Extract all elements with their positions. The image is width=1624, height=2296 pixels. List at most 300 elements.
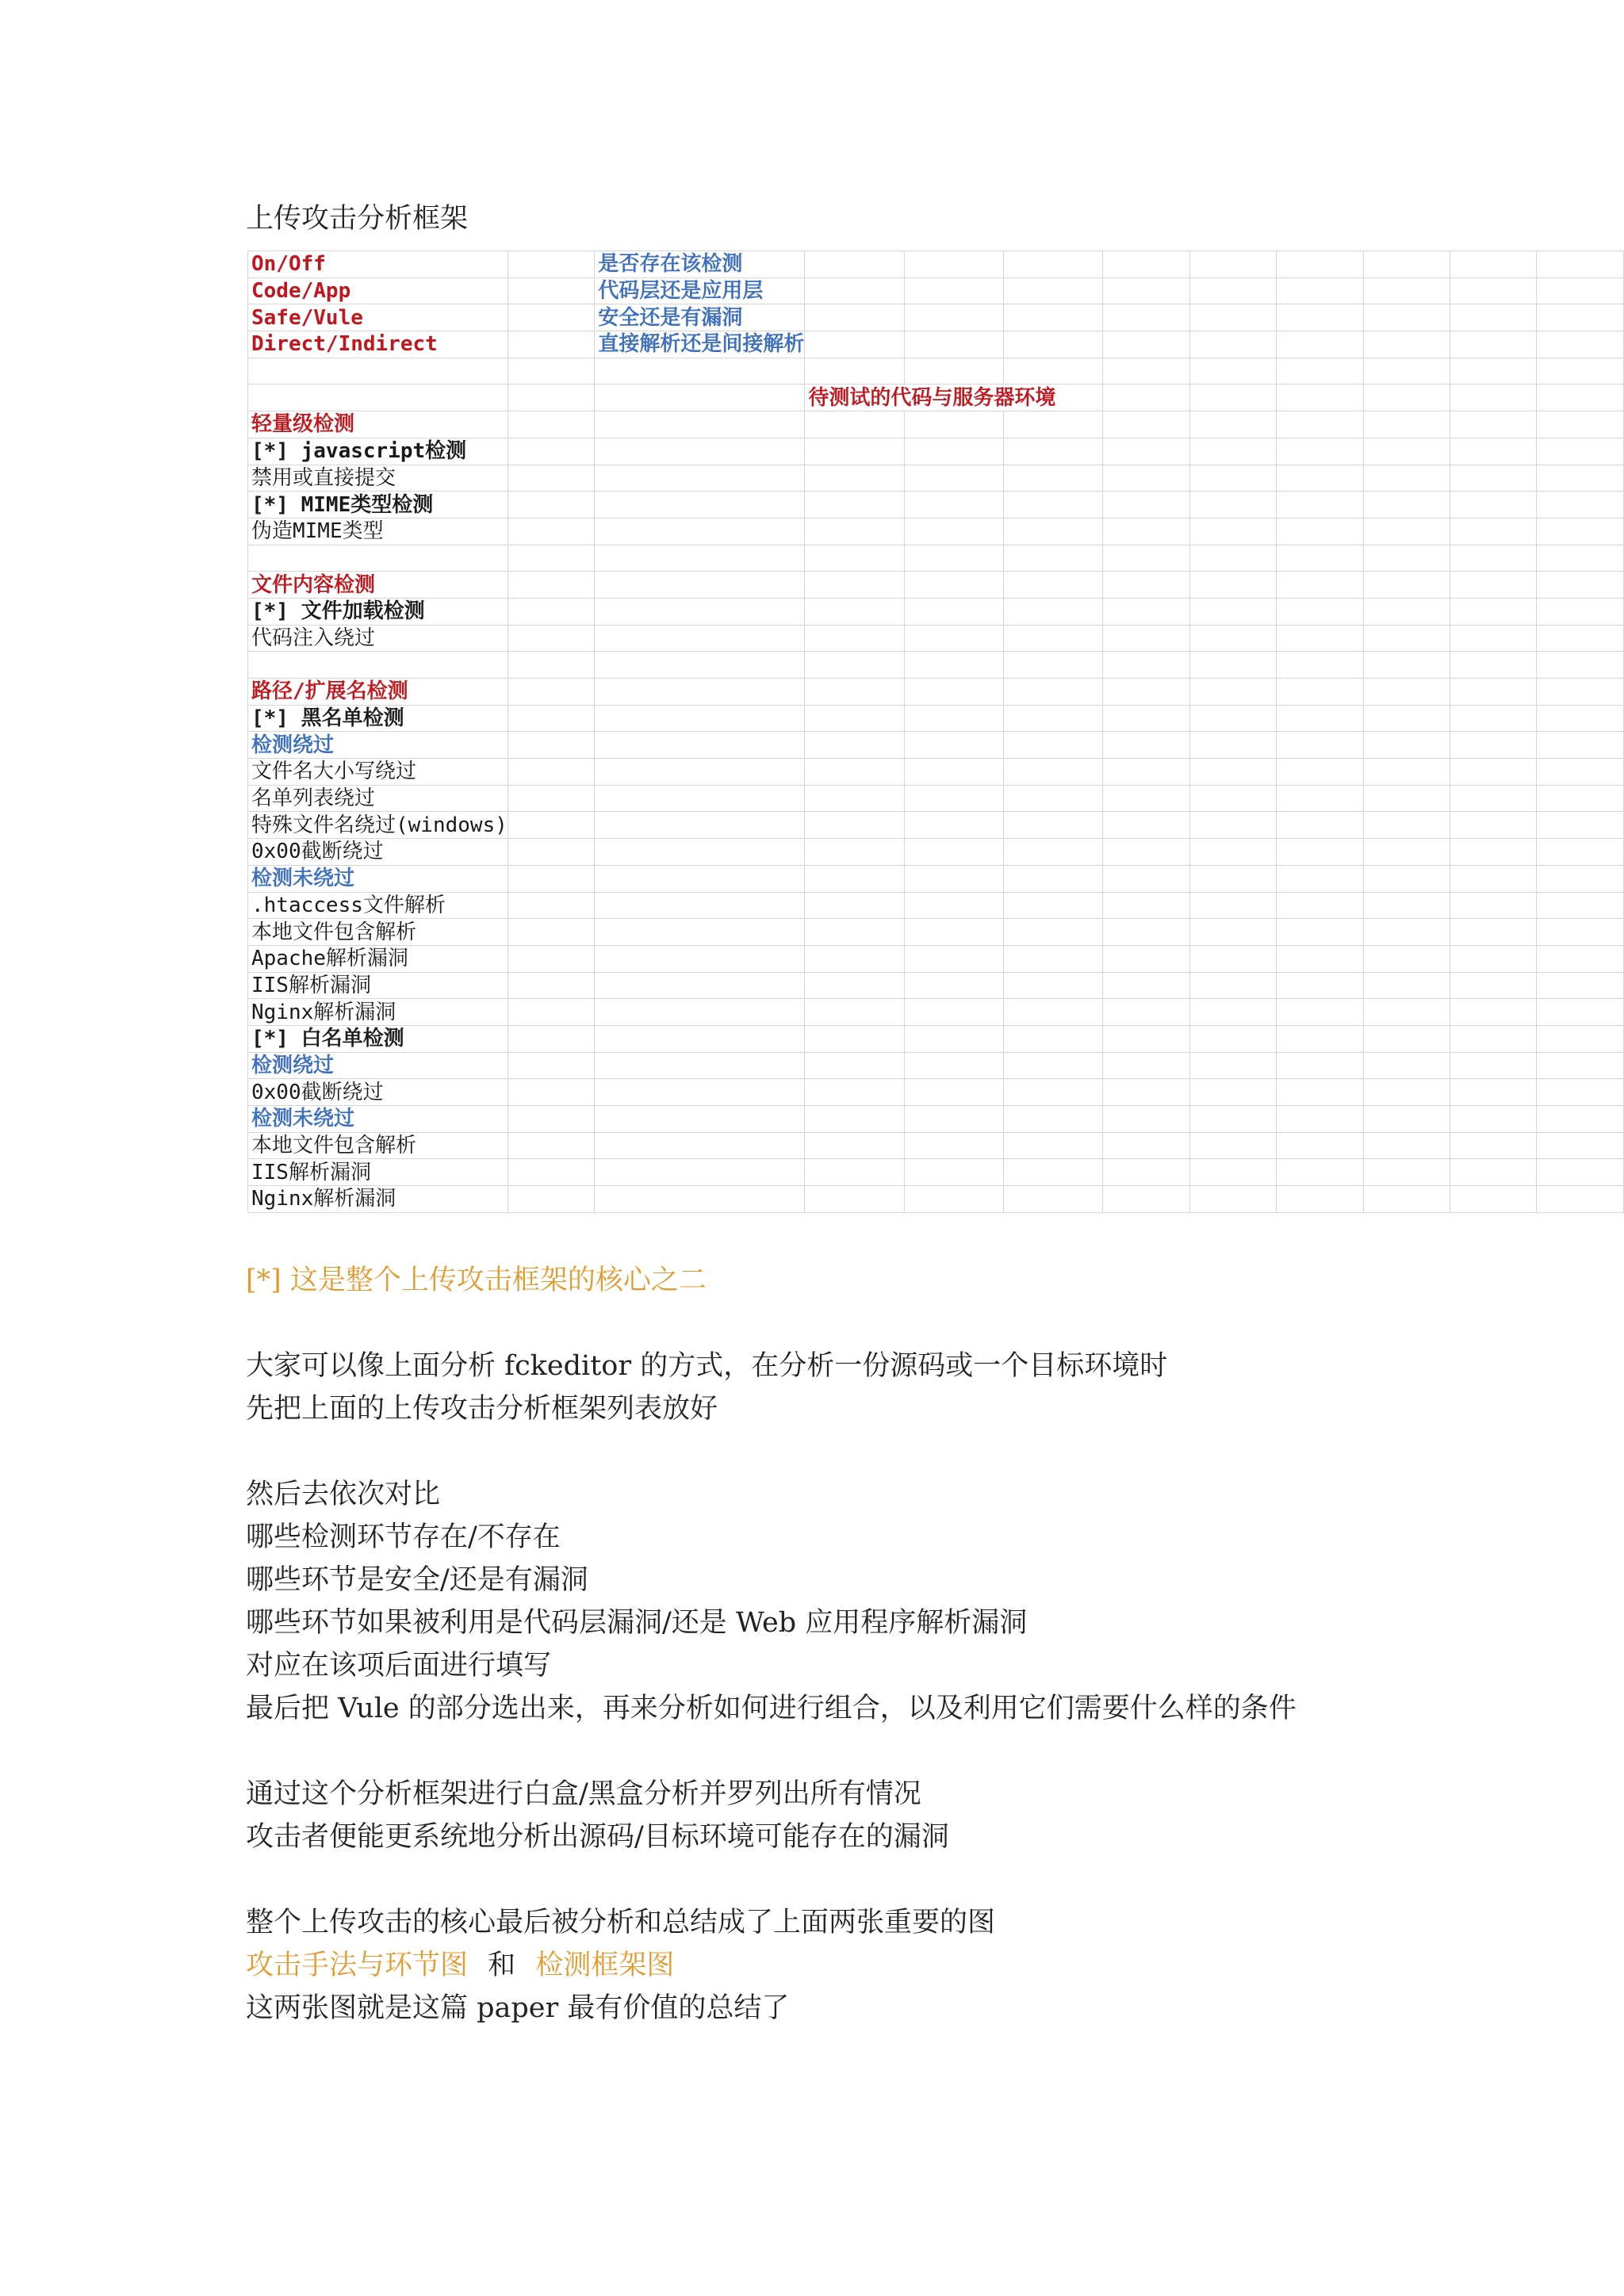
sheet-cell	[1189, 545, 1276, 572]
sheet-cell	[1103, 1025, 1189, 1052]
sheet-cell	[1363, 277, 1450, 304]
row-label: 文件名大小写绕过	[248, 759, 508, 786]
text-line: 最后把 Vule 的部分选出来，再来分析如何进行组合，以及利用它们需要什么样的条件	[246, 1693, 1297, 1724]
sheet-cell	[1450, 759, 1537, 786]
sheet-cell	[1363, 625, 1450, 652]
sheet-cell	[1450, 785, 1537, 812]
sheet-cell	[1003, 919, 1102, 946]
sheet-cell	[508, 598, 594, 625]
sheet-cell	[1277, 518, 1363, 545]
sheet-cell	[1277, 251, 1363, 278]
sheet-cell	[1189, 1025, 1276, 1052]
legend-row	[248, 277, 1624, 304]
sheet-cell	[1537, 705, 1624, 732]
sheet-cell	[1450, 438, 1537, 465]
row-label: [*] javascript检测	[248, 438, 508, 465]
paragraph-4	[246, 1901, 995, 2030]
sheet-cell	[1003, 812, 1102, 839]
sheet-cell	[1189, 865, 1276, 892]
sheet-cell	[904, 892, 1003, 919]
sheet-cell	[1537, 625, 1624, 652]
sheet-cell	[508, 1132, 594, 1159]
sheet-cell	[1103, 652, 1189, 679]
sheet-cell	[1189, 358, 1276, 385]
table-row	[248, 411, 1624, 438]
row-label	[248, 545, 508, 572]
sheet-cell	[1103, 1186, 1189, 1213]
sheet-cell	[904, 919, 1003, 946]
sheet-cell	[805, 1079, 904, 1106]
sheet-cell	[1277, 598, 1363, 625]
sheet-cell	[595, 759, 805, 786]
sheet-cell	[1103, 277, 1189, 304]
sheet-cell	[1363, 1159, 1450, 1186]
sheet-cell	[1537, 919, 1624, 946]
row-label: IIS解析漏洞	[248, 1159, 508, 1186]
sheet-cell	[508, 705, 594, 732]
row-label: 本地文件包含解析	[248, 1132, 508, 1159]
table-row	[248, 759, 1624, 786]
sheet-cell	[508, 1106, 594, 1133]
row-label: 轻量级检测	[248, 411, 508, 438]
sheet-cell	[904, 972, 1003, 999]
sheet-cell	[1277, 1159, 1363, 1186]
sheet-cell	[1450, 331, 1537, 358]
sheet-cell	[1277, 277, 1363, 304]
sheet-cell	[595, 465, 805, 492]
sheet-cell	[1277, 1052, 1363, 1079]
sheet-cell	[508, 625, 594, 652]
sheet-cell	[508, 732, 594, 759]
sheet-cell	[508, 919, 594, 946]
sheet-cell	[1003, 1025, 1102, 1052]
sheet-cell	[805, 598, 904, 625]
sheet-cell	[1277, 438, 1363, 465]
sheet-cell	[1277, 1025, 1363, 1052]
table-row	[248, 625, 1624, 652]
row-label: 检测绕过	[248, 732, 508, 759]
sheet-cell	[508, 358, 594, 385]
sheet-cell	[508, 1186, 594, 1213]
table-row	[248, 545, 1624, 572]
table-row	[248, 812, 1624, 839]
sheet-cell	[1003, 1079, 1102, 1106]
sheet-cell	[1450, 919, 1537, 946]
sheet-cell	[1103, 492, 1189, 519]
sheet-cell	[1103, 545, 1189, 572]
sheet-cell	[904, 999, 1003, 1026]
sheet-cell	[904, 1159, 1003, 1186]
sheet-cell	[1450, 999, 1537, 1026]
sheet-cell	[1003, 572, 1102, 599]
sheet-cell	[1277, 892, 1363, 919]
sheet-cell	[1450, 251, 1537, 278]
sheet-cell	[1363, 892, 1450, 919]
analysis-spreadsheet	[247, 251, 1624, 1213]
sheet-cell	[1450, 1025, 1537, 1052]
sheet-cell	[1003, 785, 1102, 812]
sheet-cell	[904, 465, 1003, 492]
sheet-cell	[1537, 1132, 1624, 1159]
legend-key: Code/App	[248, 277, 508, 304]
sheet-cell	[1189, 732, 1276, 759]
table-row	[248, 999, 1624, 1026]
sheet-cell	[904, 812, 1003, 839]
sheet-cell	[805, 652, 904, 679]
sheet-cell	[1189, 705, 1276, 732]
table-row	[248, 465, 1624, 492]
sheet-cell	[1189, 465, 1276, 492]
sheet-cell	[904, 1186, 1003, 1213]
sheet-cell	[904, 572, 1003, 599]
sheet-cell	[1450, 598, 1537, 625]
sheet-cell	[805, 1159, 904, 1186]
sheet-cell	[595, 438, 805, 465]
row-label: 检测绕过	[248, 1052, 508, 1079]
sheet-cell	[805, 411, 904, 438]
sheet-cell	[1103, 759, 1189, 786]
sheet-cell	[1277, 1186, 1363, 1213]
sheet-cell	[1189, 1159, 1276, 1186]
row-label: Nginx解析漏洞	[248, 999, 508, 1026]
sheet-cell	[1537, 277, 1624, 304]
sheet-cell	[1363, 1079, 1450, 1106]
sheet-cell	[1277, 999, 1363, 1026]
sheet-cell	[1450, 812, 1537, 839]
sheet-cell	[1103, 892, 1189, 919]
sheet-cell	[595, 1052, 805, 1079]
sheet-cell	[508, 999, 594, 1026]
sheet-cell	[1450, 625, 1537, 652]
sheet-cell	[1277, 492, 1363, 519]
table-row	[248, 1079, 1624, 1106]
text-line: 这两张图就是这篇 paper 最有价值的总结了	[246, 1992, 790, 2024]
sheet-cell	[1450, 411, 1537, 438]
sheet-cell	[1103, 1079, 1189, 1106]
sheet-cell	[248, 385, 508, 411]
sheet-cell	[1450, 839, 1537, 866]
sheet-cell	[1363, 865, 1450, 892]
sheet-cell	[904, 625, 1003, 652]
sheet-cell	[1189, 385, 1276, 411]
sheet-cell	[1003, 1159, 1102, 1186]
row-label: [*] 文件加载检测	[248, 598, 508, 625]
sheet-cell	[595, 865, 805, 892]
row-label: [*] 黑名单检测	[248, 705, 508, 732]
sheet-cell	[1103, 598, 1189, 625]
table-row	[248, 972, 1624, 999]
sheet-cell	[904, 545, 1003, 572]
sheet-cell	[508, 892, 594, 919]
document-title: 上传攻击分析框架	[246, 203, 469, 235]
sheet-cell	[1537, 812, 1624, 839]
empty-row	[248, 358, 1624, 385]
sheet-cell	[805, 304, 904, 331]
sheet-cell	[1103, 251, 1189, 278]
sheet-cell	[1189, 839, 1276, 866]
link-attack-diagram[interactable]: 攻击手法与环节图	[246, 1950, 469, 1981]
sheet-cell	[1189, 679, 1276, 706]
sheet-cell	[595, 492, 805, 519]
sheet-cell	[904, 598, 1003, 625]
paragraph-1	[246, 1345, 1167, 1430]
row-label: Nginx解析漏洞	[248, 1186, 508, 1213]
sheet-cell	[1537, 492, 1624, 519]
sheet-cell	[1537, 865, 1624, 892]
sheet-cell	[904, 1132, 1003, 1159]
sheet-cell	[508, 385, 594, 411]
sheet-cell	[1537, 598, 1624, 625]
sheet-cell	[805, 1186, 904, 1213]
sheet-cell	[1103, 304, 1189, 331]
row-label: 检测未绕过	[248, 1106, 508, 1133]
sheet-cell	[904, 679, 1003, 706]
legend-row	[248, 251, 1624, 278]
row-label: [*] 白名单检测	[248, 1025, 508, 1052]
sheet-cell	[1189, 438, 1276, 465]
sheet-cell	[1103, 945, 1189, 972]
sheet-cell	[1537, 652, 1624, 679]
sheet-cell	[904, 304, 1003, 331]
sheet-cell	[1537, 732, 1624, 759]
sheet-cell	[1363, 411, 1450, 438]
row-label: IIS解析漏洞	[248, 972, 508, 999]
sheet-cell	[1189, 652, 1276, 679]
sheet-cell	[904, 331, 1003, 358]
sheet-cell	[1277, 759, 1363, 786]
sheet-cell	[904, 1025, 1003, 1052]
row-label: Apache解析漏洞	[248, 945, 508, 972]
sheet-cell	[1537, 465, 1624, 492]
row-label: 检测未绕过	[248, 865, 508, 892]
sheet-cell	[1450, 1132, 1537, 1159]
env-header: 待测试的代码与服务器环境	[805, 385, 1103, 411]
row-label: [*] MIME类型检测	[248, 492, 508, 519]
sheet-cell	[508, 839, 594, 866]
table-row	[248, 1025, 1624, 1052]
sheet-cell	[1363, 1186, 1450, 1213]
sheet-cell	[1103, 839, 1189, 866]
sheet-cell	[1363, 972, 1450, 999]
sheet-cell	[1277, 465, 1363, 492]
sheet-cell	[805, 1106, 904, 1133]
sheet-cell	[904, 277, 1003, 304]
sheet-cell	[1003, 277, 1102, 304]
sheet-cell	[1103, 385, 1189, 411]
sheet-cell	[595, 652, 805, 679]
sheet-cell	[805, 785, 904, 812]
sheet-cell	[1277, 331, 1363, 358]
sheet-cell	[595, 679, 805, 706]
table-row	[248, 1159, 1624, 1186]
sheet-cell	[1103, 465, 1189, 492]
sheet-cell	[508, 277, 594, 304]
sheet-cell	[904, 759, 1003, 786]
sheet-cell	[1450, 892, 1537, 919]
legend-row	[248, 331, 1624, 358]
sheet-cell	[508, 945, 594, 972]
sheet-cell	[1003, 865, 1102, 892]
sheet-cell	[595, 1079, 805, 1106]
sheet-cell	[508, 465, 594, 492]
sheet-cell	[1277, 1079, 1363, 1106]
sheet-cell	[508, 652, 594, 679]
sheet-cell	[904, 705, 1003, 732]
table-row	[248, 518, 1624, 545]
sheet-cell	[1450, 518, 1537, 545]
legend-key: Direct/Indirect	[248, 331, 508, 358]
sheet-cell	[1363, 999, 1450, 1026]
sheet-cell	[1189, 304, 1276, 331]
table-row	[248, 919, 1624, 946]
sheet-cell	[1189, 518, 1276, 545]
sheet-cell	[1363, 358, 1450, 385]
sheet-cell	[1189, 759, 1276, 786]
sheet-cell	[1189, 999, 1276, 1026]
row-label: 代码注入绕过	[248, 625, 508, 652]
sheet-cell	[1003, 679, 1102, 706]
link-detection-framework[interactable]: 检测框架图	[535, 1950, 675, 1981]
sheet-cell	[1003, 999, 1102, 1026]
sheet-cell	[1363, 919, 1450, 946]
sheet-cell	[1277, 385, 1363, 411]
sheet-cell	[1003, 304, 1102, 331]
sheet-cell	[1003, 892, 1102, 919]
sheet-cell	[508, 1025, 594, 1052]
env-header-row	[248, 385, 1624, 411]
paragraph-2	[246, 1473, 1297, 1730]
sheet-cell	[1277, 1132, 1363, 1159]
table-row	[248, 705, 1624, 732]
sheet-cell	[1537, 999, 1624, 1026]
sheet-cell	[1537, 358, 1624, 385]
sheet-cell	[1003, 251, 1102, 278]
sheet-cell	[508, 331, 594, 358]
sheet-cell	[1003, 1052, 1102, 1079]
sheet-cell	[1189, 812, 1276, 839]
text-line	[246, 1944, 995, 1987]
sheet-cell	[1537, 759, 1624, 786]
sheet-cell	[1003, 759, 1102, 786]
sheet-cell	[1003, 1186, 1102, 1213]
sheet-cell	[904, 492, 1003, 519]
sheet-cell	[805, 972, 904, 999]
sheet-cell	[1189, 1106, 1276, 1133]
sheet-cell	[805, 1025, 904, 1052]
table-row	[248, 598, 1624, 625]
sheet-cell	[1189, 625, 1276, 652]
sheet-cell	[904, 785, 1003, 812]
legend-key: On/Off	[248, 251, 508, 278]
sheet-cell	[1003, 972, 1102, 999]
sheet-cell	[904, 839, 1003, 866]
row-label: 文件内容检测	[248, 572, 508, 599]
sheet-cell	[1537, 411, 1624, 438]
sheet-cell	[1537, 972, 1624, 999]
sheet-cell	[904, 251, 1003, 278]
sheet-cell	[1189, 945, 1276, 972]
row-label: 0x00截断绕过	[248, 1079, 508, 1106]
sheet-cell	[805, 892, 904, 919]
sheet-cell	[1003, 625, 1102, 652]
sheet-cell	[1189, 972, 1276, 999]
sheet-cell	[508, 679, 594, 706]
sheet-cell	[595, 1186, 805, 1213]
sheet-cell	[805, 358, 904, 385]
sheet-cell	[1003, 518, 1102, 545]
sheet-cell	[1103, 625, 1189, 652]
sheet-cell	[1537, 1159, 1624, 1186]
sheet-cell	[904, 518, 1003, 545]
sheet-cell	[1277, 411, 1363, 438]
sheet-cell	[1450, 492, 1537, 519]
sheet-cell	[595, 625, 805, 652]
sheet-cell	[805, 919, 904, 946]
sheet-cell	[1363, 518, 1450, 545]
sheet-cell	[1363, 705, 1450, 732]
sheet-cell	[595, 732, 805, 759]
sheet-cell	[1103, 999, 1189, 1026]
sheet-cell	[1003, 331, 1102, 358]
sheet-cell	[1189, 1052, 1276, 1079]
sheet-cell	[1363, 385, 1450, 411]
row-label: 名单列表绕过	[248, 785, 508, 812]
sheet-cell	[904, 732, 1003, 759]
sheet-cell	[1277, 972, 1363, 999]
sheet-cell	[508, 865, 594, 892]
sheet-cell	[1537, 304, 1624, 331]
row-label: 禁用或直接提交	[248, 465, 508, 492]
sheet-cell	[508, 1079, 594, 1106]
sheet-cell	[1450, 1079, 1537, 1106]
sheet-cell	[1003, 492, 1102, 519]
table-row	[248, 865, 1624, 892]
sheet-cell	[1363, 545, 1450, 572]
sheet-cell	[508, 438, 594, 465]
sheet-cell	[1450, 1106, 1537, 1133]
sheet-cell	[1189, 892, 1276, 919]
sheet-cell	[1103, 1052, 1189, 1079]
text-line: 然后去依次对比	[246, 1479, 441, 1510]
sheet-cell	[1103, 1159, 1189, 1186]
sheet-cell	[904, 438, 1003, 465]
sheet-cell	[1189, 919, 1276, 946]
sheet-cell	[1363, 331, 1450, 358]
sheet-cell	[1103, 972, 1189, 999]
sheet-cell	[805, 865, 904, 892]
sheet-cell	[805, 759, 904, 786]
sheet-cell	[1363, 1132, 1450, 1159]
sheet-cell	[1450, 1052, 1537, 1079]
sheet-cell	[904, 1106, 1003, 1133]
sheet-cell	[1003, 1106, 1102, 1133]
sheet-cell	[1363, 839, 1450, 866]
sheet-cell	[508, 572, 594, 599]
text-line: 整个上传攻击的核心最后被分析和总结成了上面两张重要的图	[246, 1907, 996, 1938]
sheet-cell	[1003, 652, 1102, 679]
sheet-cell	[1363, 572, 1450, 599]
sheet-cell	[595, 892, 805, 919]
sheet-cell	[904, 865, 1003, 892]
sheet-cell	[1003, 438, 1102, 465]
sheet-cell	[508, 304, 594, 331]
sheet-cell	[1537, 945, 1624, 972]
sheet-cell	[595, 1106, 805, 1133]
table-row	[248, 1186, 1624, 1213]
sheet-cell	[1537, 839, 1624, 866]
legend-desc: 安全还是有漏洞	[595, 304, 805, 331]
sheet-cell	[508, 1052, 594, 1079]
